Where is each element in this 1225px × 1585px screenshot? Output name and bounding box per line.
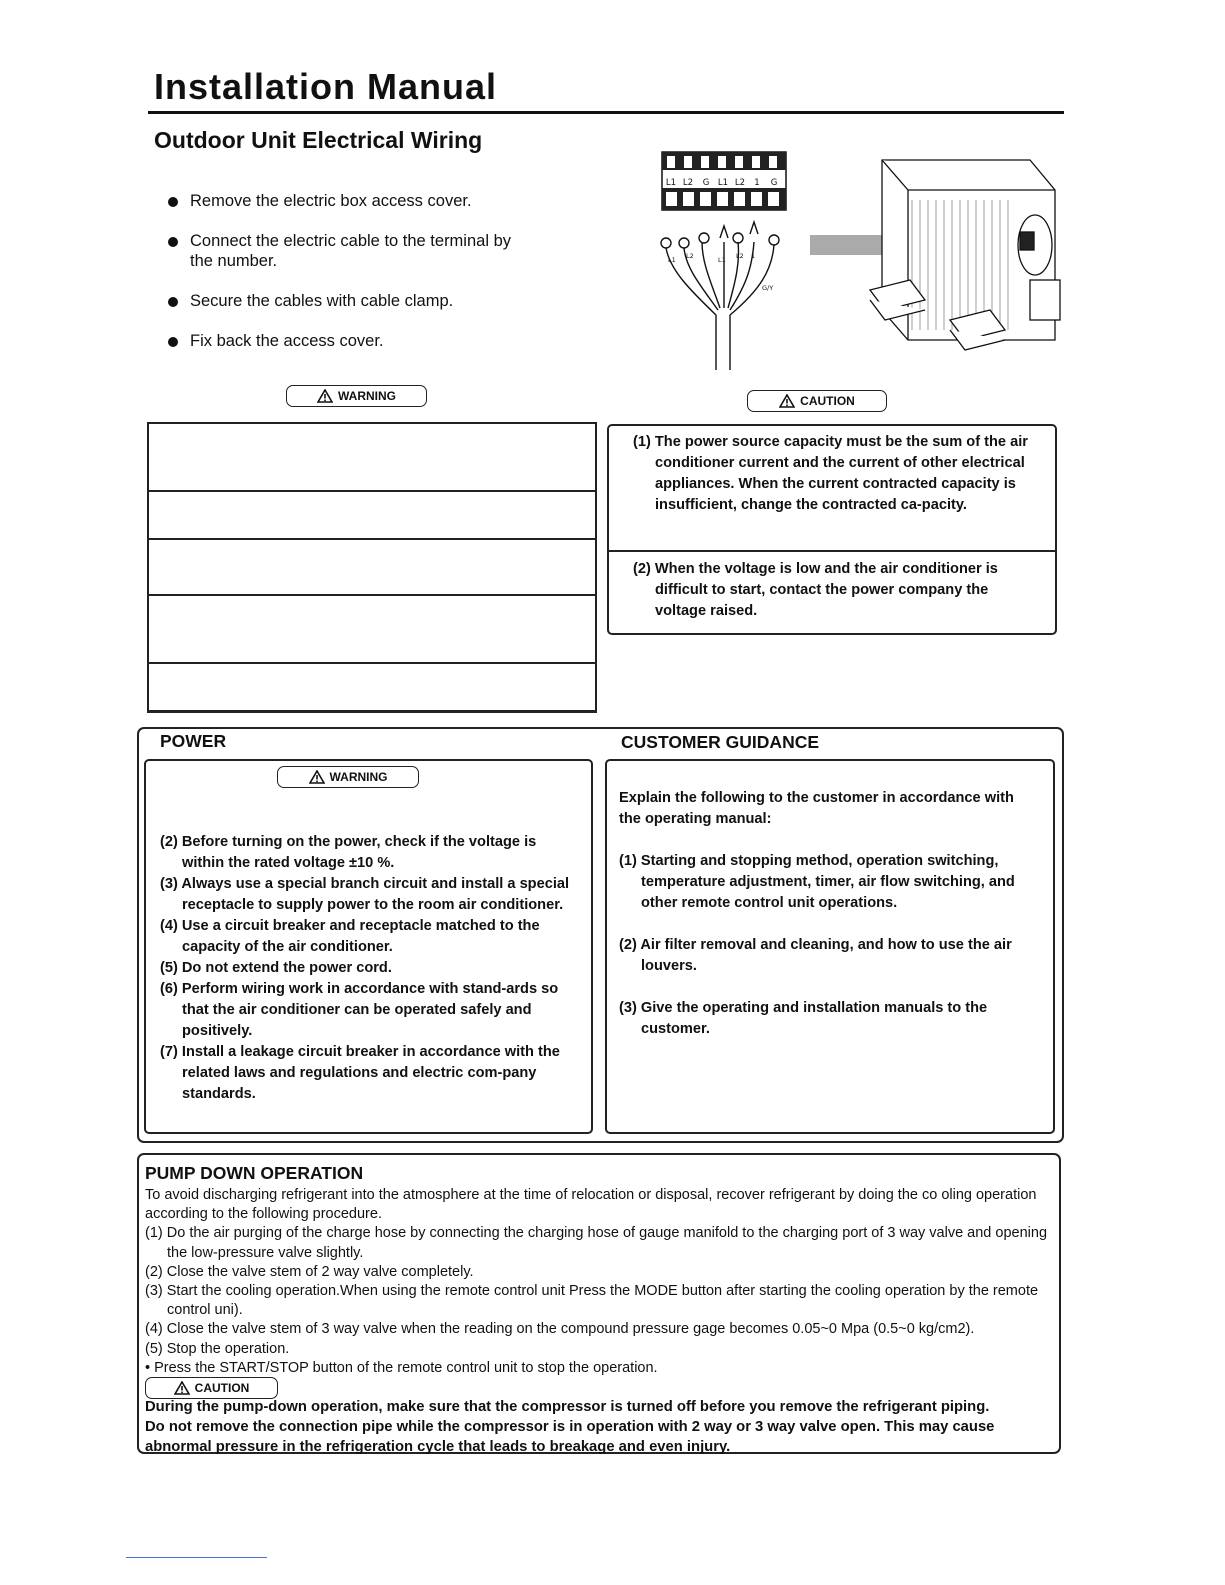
pump-caution-line: abnormal pressure in the refrigeration cycle that leads to breakage and even injury. <box>145 1439 731 1455</box>
pump-step: (5) Stop the operation. <box>145 1340 290 1357</box>
title-divider <box>148 111 1064 114</box>
caution-label: CAUTION <box>194 1381 250 1395</box>
terminal-label: L1 <box>665 178 677 188</box>
caution-text: (1) The power source capacity must be the sum of the air conditioner current and the current of other electrical appliances. When the current contracted capacity is insufficient, change the contracted ca-pacity. <box>633 434 1028 513</box>
warning-label: WARNING <box>329 770 388 784</box>
pump-step: (4) Close the valve stem of 3 way valve when the reading on the compound pressure gage becomes 0.05~0 Mpa (0.5~0 kg/cm2). <box>145 1321 975 1338</box>
pump-step: • Press the START/STOP button of the remote control unit to stop the operation. <box>145 1359 658 1376</box>
guidance-intro: Explain the following to the customer in accordance with the operating manual: <box>619 790 1014 827</box>
guidance-list <box>619 788 1039 1040</box>
terminal-label: L2 <box>682 178 694 188</box>
warning-icon <box>317 389 333 403</box>
caution-item <box>633 559 1043 622</box>
section-title: Outdoor Unit Electrical Wiring <box>154 127 483 153</box>
wire-label: L1 <box>718 256 726 264</box>
power-item: (4) Use a circuit breaker and receptacle matched to the capacity of the air conditioner. <box>160 918 540 955</box>
caution-badge <box>145 1377 278 1399</box>
page-title: Installation Manual <box>154 66 498 107</box>
warning-table-row <box>147 492 597 540</box>
caution-item <box>633 432 1043 516</box>
terminal-label: L2 <box>734 178 746 188</box>
wire-label: L2 <box>686 252 694 260</box>
outdoor-unit-icon <box>870 160 1060 350</box>
bullet-icon <box>168 197 178 207</box>
step-text: Remove the electric box access cover. <box>190 192 472 210</box>
power-item: (3) Always use a special branch circuit and install a special receptacle to supply power to the room air conditioner. <box>160 876 570 913</box>
pump-step: (2) Close the valve stem of 2 way valve completely. <box>145 1263 474 1280</box>
caution-text: (2) When the voltage is low and the air conditioner is difficult to start, contact the power company the voltage raised. <box>633 561 998 619</box>
wire-label: 1 <box>751 252 756 260</box>
power-list <box>160 832 580 1105</box>
caution-icon <box>779 394 795 408</box>
warning-table-row <box>147 422 597 492</box>
pump-caution-line: Do not remove the connection pipe while the compressor is in operation with 2 way or 3 way valve open. This may cause <box>145 1419 995 1435</box>
warning-badge <box>277 766 419 788</box>
wire-label: G/Y <box>762 284 774 292</box>
terminal-label: G <box>770 178 778 188</box>
wiring-diagram <box>650 150 1070 380</box>
guidance-item: (2) Air filter removal and cleaning, and how to use the air louvers. <box>619 937 1012 974</box>
wire-label: L2 <box>736 252 744 260</box>
guidance-heading: CUSTOMER GUIDANCE <box>621 732 820 752</box>
warning-table-row <box>147 664 597 713</box>
terminal-label: 1 <box>754 178 760 188</box>
warning-icon <box>309 770 325 784</box>
pump-caution-text <box>145 1397 1060 1457</box>
pump-intro: To avoid discharging refrigerant into the atmosphere at the time of relocation or disposal, recover refrigerant by doing the co oling operation according to the following procedure. <box>145 1187 1037 1223</box>
power-item: (6) Perform wiring work in accordance with stand-ards so that the air conditioner can be operated safely and positively. <box>160 981 559 1039</box>
warning-badge <box>286 385 427 407</box>
terminal-label: L1 <box>717 178 729 188</box>
terminal-label: G <box>702 178 710 188</box>
pump-heading: PUMP DOWN OPERATION <box>145 1163 364 1183</box>
pump-step: (3) Start the cooling operation.When using the remote control unit Press the MODE button after starting the cooling operation by the remote control uni). <box>145 1283 1039 1319</box>
bullet-icon <box>168 297 178 307</box>
pump-caution-line: During the pump-down operation, make sure that the compressor is turned off before you remove the refrigerant piping. <box>145 1399 990 1415</box>
power-item: (2) Before turning on the power, check if the voltage is within the rated voltage ±10 %. <box>160 834 537 871</box>
pump-step: (1) Do the air purging of the charge hose by connecting the charging hose of gauge manifold to the charging port of 3 way valve and opening the low-pressure valve slightly. <box>145 1225 1048 1261</box>
bullet-icon <box>168 337 178 347</box>
caution-badge <box>747 390 887 412</box>
step-text: Fix back the access cover. <box>190 332 384 350</box>
wire-label: L1 <box>668 256 676 264</box>
guidance-item: (1) Starting and stopping method, operation switching, temperature adjustment, timer, air flow switching, and other remote control unit operations. <box>619 853 1015 911</box>
warning-table-row <box>147 596 597 664</box>
warning-label: WARNING <box>338 389 396 403</box>
caution-icon <box>174 1381 190 1395</box>
step-text: Connect the electric cable to the terminal by the number. <box>190 232 512 270</box>
power-heading: POWER <box>160 731 227 751</box>
power-item: (7) Install a leakage circuit breaker in accordance with the related laws and regulations and electric com-pany standards. <box>160 1044 560 1102</box>
guidance-item: (3) Give the operating and installation manuals to the customer. <box>619 1000 988 1037</box>
caution-label: CAUTION <box>800 394 855 408</box>
cable-icon <box>661 222 779 370</box>
footer-link-underline[interactable] <box>126 1557 267 1558</box>
power-item: (5) Do not extend the power cord. <box>160 960 392 976</box>
step-text: Secure the cables with cable clamp. <box>190 292 454 310</box>
warning-table-row <box>147 540 597 596</box>
bullet-icon <box>168 237 178 247</box>
pump-procedure <box>145 1186 1055 1378</box>
